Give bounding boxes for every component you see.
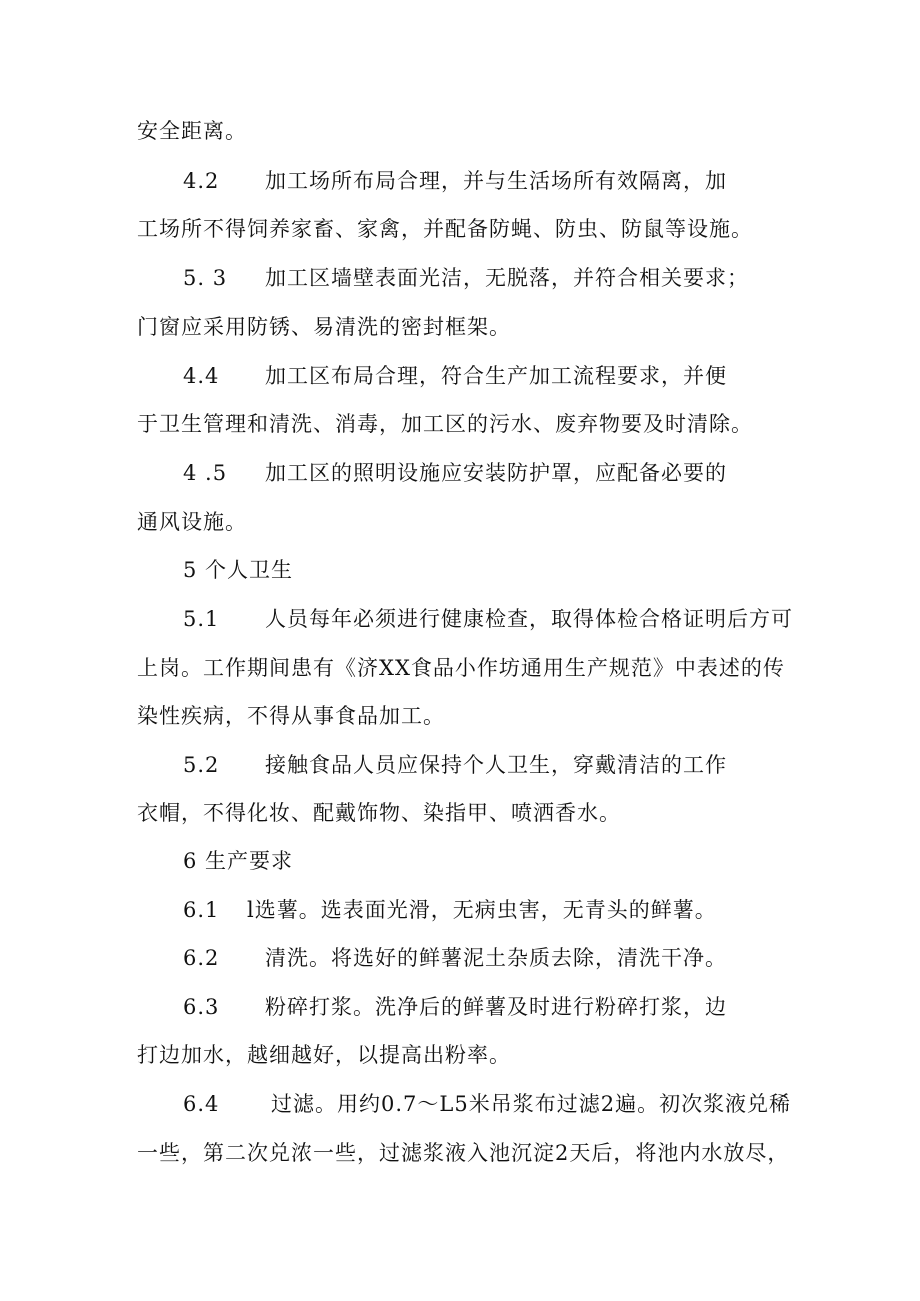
line-text: 染性疾病，不得从事食品加工。 xyxy=(137,704,445,728)
clause-number: 6.2 xyxy=(183,946,220,970)
line-text: 过滤。用约0.7～L5米吊浆布过滤2遍。初次浆液兑稀 xyxy=(271,1092,792,1116)
section-heading xyxy=(183,846,293,876)
line-text: 打边加水，越细越好，以提高出粉率。 xyxy=(137,1043,511,1067)
line-text: 上岗。工作期间患有《济XX食品小作坊通用生产规范》中表述的传 xyxy=(137,656,785,680)
line-text: 人员每年必须进行健康检查，取得体检合格证明后方可 xyxy=(265,607,793,631)
clause-number: 4.4 xyxy=(183,364,220,388)
line-text: 一些，第二次兑浓一些，过滤浆液入池沉淀2天后，将池内水放尽， xyxy=(137,1141,790,1165)
paragraph-line xyxy=(183,895,717,925)
paragraph-line xyxy=(183,458,727,488)
line-text: 接触食品人员应保持个人卫生，穿戴清洁的工作 xyxy=(265,753,727,777)
paragraph-line xyxy=(183,166,727,196)
paragraph-line xyxy=(183,263,749,293)
heading-text: 6 生产要求 xyxy=(183,849,294,873)
line-text: 加工区的照明设施应安装防护罩，应配备必要的 xyxy=(265,461,727,485)
line-text: 于卫生管理和清洗、消毒，加工区的污水、废弃物要及时清除。 xyxy=(137,412,753,436)
clause-number: 5.1 xyxy=(183,607,220,631)
text-line xyxy=(137,1040,511,1070)
text-line xyxy=(137,507,247,537)
line-text: l选薯。选表面光滑，无病虫害，无青头的鲜薯。 xyxy=(247,898,717,922)
heading-text: 5 个人卫生 xyxy=(183,558,294,582)
clause-number: 5. 3 xyxy=(183,266,228,290)
line-text: 加工区墙壁表面光洁，无脱落，并符合相关要求； xyxy=(265,266,749,290)
text-line xyxy=(137,312,511,342)
text-line xyxy=(137,409,753,439)
clause-number: 6.4 xyxy=(183,1092,220,1116)
line-text: 门窗应采用防锈、易清洗的密封框架。 xyxy=(137,315,511,339)
line-text: 加工场所布局合理，并与生活场所有效隔离，加 xyxy=(265,169,727,193)
clause-number: 6.1 xyxy=(183,898,220,922)
paragraph-line xyxy=(183,361,727,391)
clause-number: 6.3 xyxy=(183,995,220,1019)
clause-number: 5.2 xyxy=(183,753,220,777)
paragraph-line xyxy=(183,992,727,1022)
clause-number: 4.2 xyxy=(183,169,220,193)
text-line xyxy=(137,214,753,244)
text-line xyxy=(137,798,621,828)
text-line xyxy=(137,116,247,146)
line-text: 通风设施。 xyxy=(137,510,247,534)
text-line xyxy=(137,653,785,683)
line-text: 粉碎打浆。洗净后的鲜薯及时进行粉碎打浆，边 xyxy=(265,995,727,1019)
paragraph-line xyxy=(183,943,727,973)
paragraph-line xyxy=(183,1089,791,1119)
line-text: 清洗。将选好的鲜薯泥土杂质去除，清洗干净。 xyxy=(265,946,727,970)
paragraph-line xyxy=(183,750,727,780)
line-text: 加工区布局合理，符合生产加工流程要求，并便 xyxy=(265,364,727,388)
line-text: 衣帽，不得化妆、配戴饰物、染指甲、喷洒香水。 xyxy=(137,801,621,825)
line-text: 安全距离。 xyxy=(137,119,247,143)
text-line xyxy=(137,1138,789,1168)
text-line xyxy=(137,701,445,731)
clause-number: 4 .5 xyxy=(183,461,228,485)
line-text: 工场所不得饲养家畜、家禽，并配备防蝇、防虫、防鼠等设施。 xyxy=(137,217,753,241)
section-heading xyxy=(183,555,293,585)
paragraph-line xyxy=(183,604,793,634)
